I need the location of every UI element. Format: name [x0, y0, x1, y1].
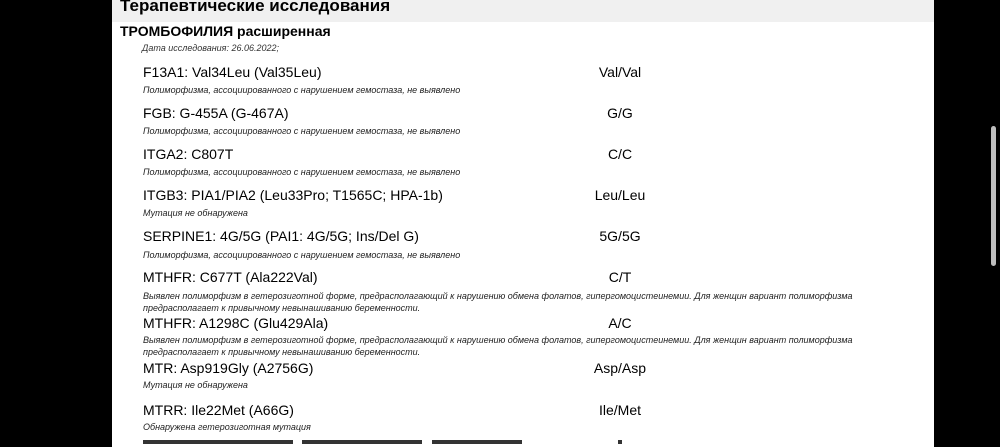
section-header	[112, 0, 934, 22]
result-note: Выявлен полиморфизм в гетерозиготной форме, предрасполагающий к нарушению обмена фолатов, гипергомоцистеинемии. Для женщин вариант полиморфизма предрасполагает к привычному невынашиванию беременности.	[143, 291, 853, 313]
marker-name: MTHFR: A1298C (Glu429Ala)	[143, 315, 329, 331]
result-note: Полиморфизма, ассоциированного с нарушением гемостаза, не выявлено	[143, 126, 461, 136]
marker-name: MTRR: Ile22Met (A66G)	[143, 402, 294, 418]
marker-name: FGB: G-455A (G-467A)	[143, 105, 289, 121]
genotype-value: 5G/5G	[599, 228, 641, 244]
marker-name: MTHFR: C677T (Ala222Val)	[143, 269, 318, 285]
marker-name: ITGA2: C807T	[143, 146, 234, 162]
genotype-value: Val/Val	[598, 64, 642, 80]
genotype-value: Leu/Leu	[594, 187, 646, 203]
result-note: Полиморфизма, ассоциированного с нарушением гемостаза, не выявлено	[143, 167, 461, 177]
result-note: Обнаружена гетерозиготная мутация	[143, 422, 311, 432]
report-page	[112, 0, 934, 447]
marker-name: ITGB3: PIA1/PIA2 (Leu33Pro; T1565C; HPA-1b)	[143, 187, 443, 203]
marker-name: MTR: Asp919Gly (A2756G)	[143, 360, 314, 376]
result-note: Мутация не обнаружена	[143, 380, 248, 390]
result-note: Выявлен полиморфизм в гетерозиготной форме, предрасполагающий к нарушению обмена фолатов, гипергомоцистеинемии. Для женщин вариант полиморфизма предрасполагает к привычному невынашиванию беременности.	[143, 335, 853, 357]
panel-title: ТРОМБОФИЛИЯ расширенная	[120, 23, 331, 39]
scrollbar-thumb[interactable]	[991, 126, 996, 266]
genotype-value: A/C	[608, 315, 632, 331]
cutoff-text-row	[112, 440, 934, 447]
genotype-value: Ile/Met	[598, 402, 641, 418]
section-title: Терапевтические исследования	[120, 0, 391, 15]
genotype-value: C/T	[608, 269, 632, 285]
study-date: Дата исследования: 26.06.2022;	[142, 43, 280, 53]
result-note: Полиморфизма, ассоциированного с нарушением гемостаза, не выявлено	[143, 250, 461, 260]
result-note: Полиморфизма, ассоциированного с нарушением гемостаза, не выявлено	[143, 85, 461, 95]
marker-name: SERPINE1: 4G/5G (PAI1: 4G/5G; Ins/Del G)	[143, 228, 419, 244]
marker-name: F13A1: Val34Leu (Val35Leu)	[143, 64, 322, 80]
result-note: Мутация не обнаружена	[143, 208, 248, 218]
genotype-value: C/C	[607, 146, 633, 162]
genotype-value: G/G	[607, 105, 633, 121]
genotype-value: Asp/Asp	[593, 360, 647, 376]
